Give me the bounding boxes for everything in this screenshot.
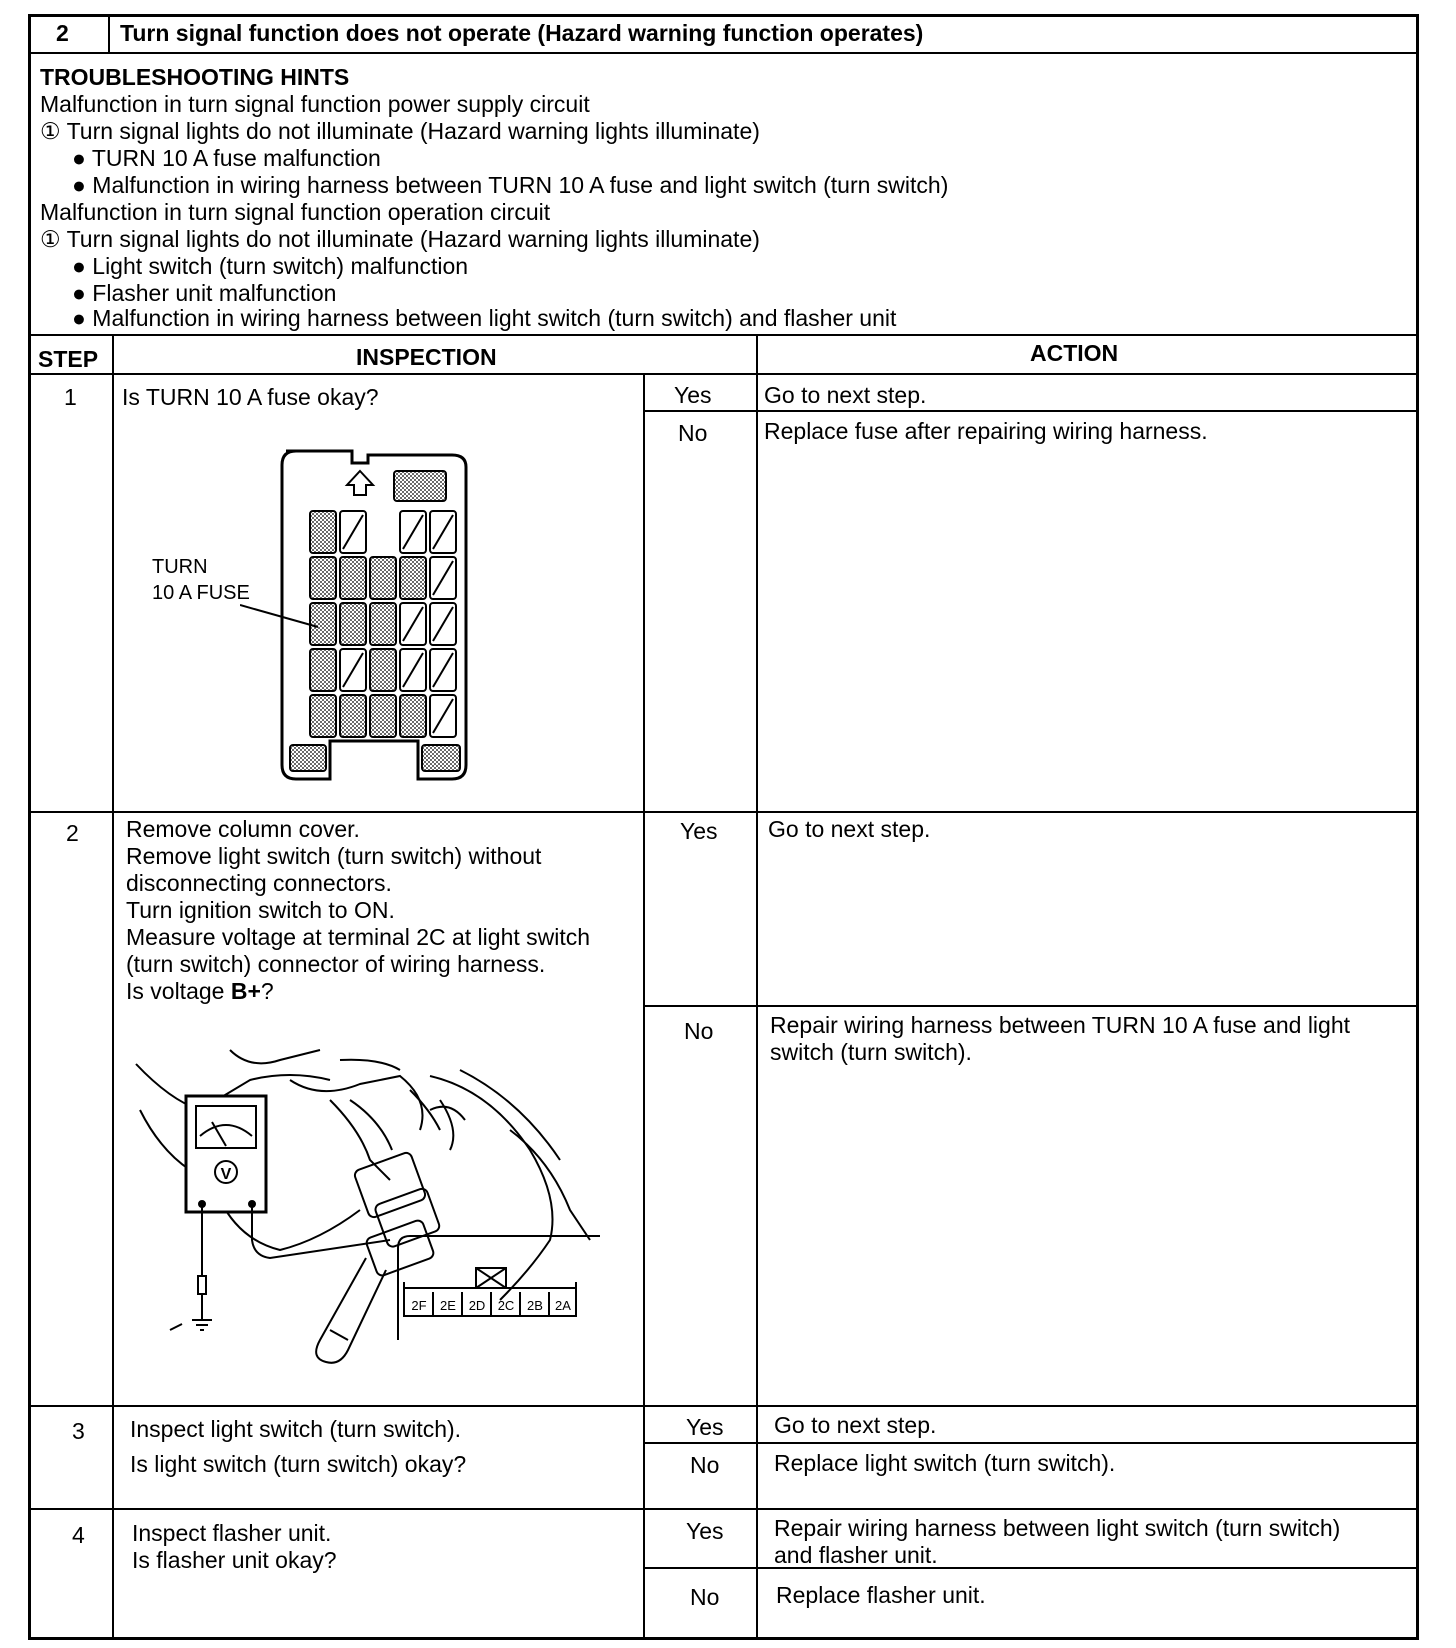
fuse bbox=[370, 603, 396, 645]
row4-yes-line bbox=[643, 1567, 1419, 1569]
step-number: 3 bbox=[72, 1418, 85, 1444]
connector bbox=[353, 1151, 426, 1219]
column-header-action: ACTION bbox=[1030, 340, 1119, 366]
header-bottom-line bbox=[28, 52, 1419, 54]
hints-bottom-line bbox=[28, 334, 1419, 336]
voltmeter-diagram bbox=[130, 1040, 630, 1380]
frame-top bbox=[28, 14, 1419, 17]
fuse bbox=[400, 557, 426, 599]
hints-bullet: ● Flasher unit malfunction bbox=[72, 280, 337, 306]
yes-label: Yes bbox=[674, 382, 712, 408]
fuse bbox=[400, 695, 426, 737]
hints-line: ① Turn signal lights do not illuminate (Hazard warning lights illuminate) bbox=[40, 226, 760, 252]
inspection-question bbox=[126, 978, 590, 1005]
inspection-line: Remove column cover. bbox=[126, 816, 360, 842]
step-inspection: Is TURN 10 A fuse okay? bbox=[122, 384, 379, 410]
frame-right bbox=[1416, 14, 1419, 1640]
hints-line: Malfunction in turn signal function operation circuit bbox=[40, 199, 551, 225]
hints-bullet: ● Malfunction in wiring harness between TURN 10 A fuse and light switch (turn switch) bbox=[72, 172, 949, 198]
fuse bbox=[394, 471, 446, 501]
terminal-label: 2E bbox=[440, 1298, 456, 1313]
inspection-line: Turn ignition switch to ON. bbox=[126, 897, 395, 923]
step-action-yes: Go to next step. bbox=[774, 1412, 937, 1438]
hints-line: ① Turn signal lights do not illuminate (Hazard warning lights illuminate) bbox=[40, 118, 760, 144]
question-suffix: ? bbox=[260, 978, 274, 1004]
fuse-leader-line bbox=[240, 605, 318, 627]
no-label: No bbox=[684, 1018, 714, 1044]
connector bbox=[374, 1187, 441, 1248]
step-inspection: Is flasher unit okay? bbox=[132, 1547, 337, 1573]
step-number: 4 bbox=[72, 1522, 85, 1548]
fuse-label: 10 A FUSE bbox=[152, 582, 250, 604]
inspection-line: (turn switch) connector of wiring harness. bbox=[126, 951, 546, 977]
hints-bullet: ● Light switch (turn switch) malfunction bbox=[72, 253, 469, 279]
no-label: No bbox=[678, 420, 708, 446]
fuse bbox=[340, 557, 366, 599]
fuse bbox=[310, 557, 336, 599]
header-divider bbox=[108, 14, 110, 52]
column-header-inspection: INSPECTION bbox=[356, 344, 497, 370]
step-inspection: Inspect flasher unit. bbox=[132, 1520, 332, 1546]
terminal-label: 2B bbox=[527, 1298, 543, 1313]
turn-switch-lever bbox=[316, 1258, 386, 1363]
step-action-yes: Go to next step. bbox=[768, 816, 931, 842]
step-action-yes: Go to next step. bbox=[764, 382, 927, 408]
step-action-no: switch (turn switch). bbox=[770, 1039, 972, 1065]
up-arrow-icon bbox=[347, 471, 373, 495]
question-bold: B+ bbox=[230, 978, 261, 1004]
hints-bullet: ● Malfunction in wiring harness between light switch (turn switch) and flasher unit bbox=[72, 305, 897, 331]
step-action-no: Replace fuse after repairing wiring harness. bbox=[764, 418, 1208, 444]
row3-bottom-line bbox=[28, 1508, 1419, 1510]
col-step-divider bbox=[112, 334, 114, 1637]
step-action-no: Replace flasher unit. bbox=[776, 1582, 986, 1608]
row1-bottom-line bbox=[28, 811, 1419, 813]
yes-label: Yes bbox=[686, 1414, 724, 1440]
column-header-step: STEP bbox=[38, 346, 99, 372]
hints-bullet: ● TURN 10 A fuse malfunction bbox=[72, 145, 381, 171]
no-label: No bbox=[690, 1584, 720, 1610]
inspection-line: Measure voltage at terminal 2C at light switch bbox=[126, 924, 591, 950]
fuse bbox=[310, 511, 336, 553]
question-prefix: Is voltage bbox=[126, 978, 231, 1004]
step-action-yes: Repair wiring harness between light switch (turn switch) bbox=[774, 1515, 1341, 1541]
fuse bbox=[370, 557, 396, 599]
fuse bbox=[340, 695, 366, 737]
row3-yes-line bbox=[643, 1442, 1419, 1444]
step-inspection: Is light switch (turn switch) okay? bbox=[130, 1451, 467, 1477]
hints-line: Malfunction in turn signal function power supply circuit bbox=[40, 91, 590, 117]
fuse bbox=[310, 695, 336, 737]
connector bbox=[365, 1219, 435, 1277]
step-number: 2 bbox=[66, 820, 79, 846]
frame-bottom bbox=[28, 1637, 1419, 1640]
step-action-no: Repair wiring harness between TURN 10 A fuse and light bbox=[770, 1012, 1351, 1038]
no-label: No bbox=[690, 1452, 720, 1478]
fuse bbox=[370, 649, 396, 691]
inspection-line: disconnecting connectors. bbox=[126, 870, 392, 896]
step-action-no: Replace light switch (turn switch). bbox=[774, 1450, 1116, 1476]
yes-label: Yes bbox=[686, 1518, 724, 1544]
row2-bottom-line bbox=[28, 1405, 1419, 1407]
terminal-label: 2D bbox=[468, 1298, 486, 1313]
fuse bbox=[310, 649, 336, 691]
step-inspection: Inspect light switch (turn switch). bbox=[130, 1416, 462, 1442]
fuse-label: TURN bbox=[152, 556, 208, 578]
fuse bbox=[422, 745, 460, 771]
fuse bbox=[370, 695, 396, 737]
header-number: 2 bbox=[56, 20, 69, 46]
step-inspection bbox=[126, 816, 590, 1005]
step-action-yes: and flasher unit. bbox=[774, 1542, 938, 1568]
fuse-turn-10a bbox=[310, 603, 336, 645]
row2-yes-line bbox=[643, 1005, 1419, 1007]
terminal-label: 2A bbox=[555, 1298, 571, 1313]
yes-label: Yes bbox=[680, 818, 718, 844]
connector-terminals bbox=[404, 1268, 576, 1316]
meter-symbol: V bbox=[220, 1166, 232, 1183]
terminal-label: 2C bbox=[497, 1298, 515, 1313]
page-title: Turn signal function does not operate (Hazard warning function operates) bbox=[120, 20, 924, 46]
fuse-block-diagram bbox=[240, 445, 480, 785]
fuse bbox=[290, 745, 326, 771]
fuse-grid bbox=[290, 511, 460, 771]
fuse bbox=[340, 603, 366, 645]
row1-yes-line bbox=[643, 410, 1419, 412]
colheader-bottom-line bbox=[28, 373, 1419, 375]
frame-left bbox=[28, 14, 31, 1640]
step-number: 1 bbox=[64, 384, 77, 410]
terminal-label: 2F bbox=[411, 1298, 427, 1313]
inspection-line: Remove light switch (turn switch) without bbox=[126, 843, 542, 869]
hints-heading: TROUBLESHOOTING HINTS bbox=[40, 64, 350, 90]
